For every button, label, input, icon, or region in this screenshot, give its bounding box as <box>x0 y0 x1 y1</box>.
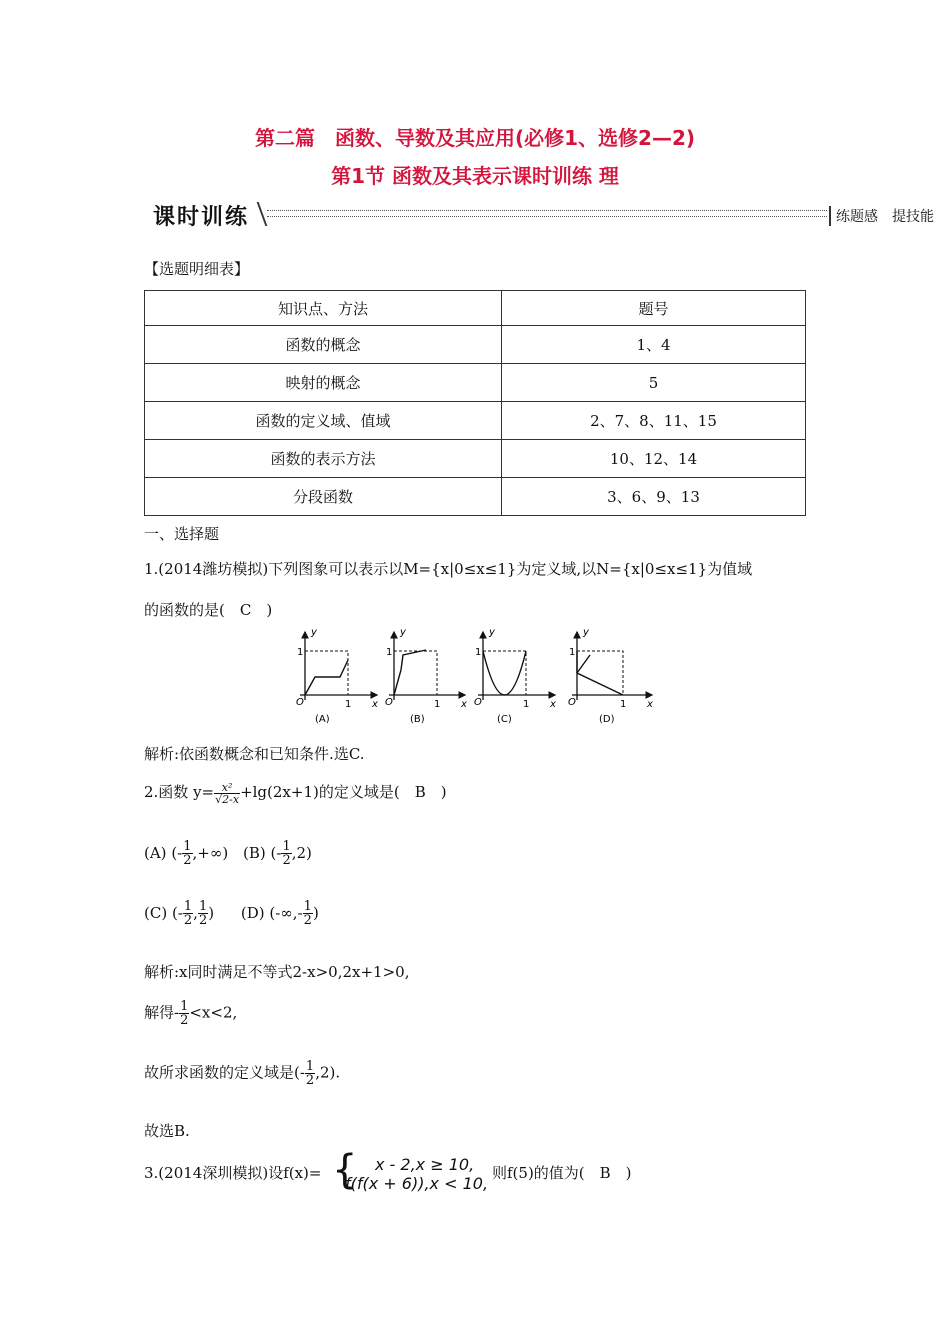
frac-den: 2 <box>198 913 208 928</box>
q2-fraction <box>214 782 240 805</box>
graph-c-origin: O <box>474 697 482 708</box>
section-title: 第1节 函数及其表示课时训练 理 <box>331 164 619 188</box>
table-cell-topic: 分段函数 <box>145 478 502 516</box>
question-detail-table <box>144 290 806 516</box>
q2-solution-line4: 故选B. <box>144 1122 190 1140</box>
chapter-title: 第二篇 函数、导数及其应用(必修1、选修2—2) <box>254 126 696 150</box>
q2-option-a-post: ,+∞) <box>192 843 229 862</box>
q2-options-row1 <box>144 840 312 867</box>
table-cell-topic: 映射的概念 <box>145 364 502 402</box>
graph-b-y-label: y <box>400 627 406 638</box>
section-heading: 一、选择题 <box>144 525 220 543</box>
graph-a-one-y: 1 <box>297 647 304 658</box>
q2-frac-den: √2-x <box>215 792 240 806</box>
table-cell-numbers: 5 <box>502 364 806 402</box>
graph-d-one-x: 1 <box>620 699 627 710</box>
frac-den: 2 <box>282 853 291 868</box>
table-header-numbers: 题号 <box>502 291 806 326</box>
frac-num: 1 <box>282 839 291 854</box>
table-cell-numbers: 10、12、14 <box>502 440 806 478</box>
table-cell-numbers: 2、7、8、11、15 <box>502 402 806 440</box>
q2-option-c-post: ) <box>208 903 215 922</box>
table-row <box>145 440 806 478</box>
graph-a-y-label: y <box>311 627 317 638</box>
graph-b-x-label: x <box>461 699 467 710</box>
q2-option-d-post: ) <box>312 903 319 922</box>
q3-case2: f(f(x + 6)),x < 10, <box>345 1174 489 1193</box>
frac-den: 2 <box>183 853 192 868</box>
q2-option-d <box>240 899 319 928</box>
q2-solution-line2 <box>144 1000 237 1027</box>
q2-option-c-label: (C) <box>144 903 168 922</box>
graph-a-origin: O <box>296 697 304 708</box>
q2-sol3-frac <box>305 1060 315 1087</box>
graph-c-y-label: y <box>489 627 495 638</box>
table-cell-topic: 函数的表示方法 <box>145 440 502 478</box>
graph-d-x-label: x <box>647 699 653 710</box>
table-cell-numbers: 3、6、9、13 <box>502 478 806 516</box>
banner-dotted-rule <box>267 210 827 217</box>
graph-b <box>385 627 467 725</box>
graph-a <box>296 627 378 725</box>
q2-option-b <box>243 839 312 868</box>
q2-option-c-frac2 <box>198 900 208 927</box>
graph-b-label: (B) <box>410 714 425 725</box>
graph-c-x-label: x <box>550 699 556 710</box>
graph-d-y-label: y <box>583 627 589 638</box>
graph-a-label: (A) <box>315 714 330 725</box>
frac-num: 1 <box>183 899 193 914</box>
banner-tag-1: 练题感 <box>836 209 878 225</box>
q2-sol2-post: <x<2, <box>189 1003 238 1022</box>
q2-option-c-pre: (- <box>171 903 183 922</box>
q2-option-a-label: (A) <box>144 843 167 862</box>
table-row <box>145 478 806 516</box>
q2-option-a-pre: (- <box>171 843 183 862</box>
table-cell-topic: 函数的概念 <box>145 326 502 364</box>
frac-den: 2 <box>305 1073 315 1088</box>
banner-tag-2: 提技能 <box>892 209 934 225</box>
table-row <box>145 402 806 440</box>
q2-option-c-mid: , <box>193 903 198 922</box>
frac-num: 1 <box>303 899 312 914</box>
q2-option-b-label: (B) <box>243 843 266 862</box>
graph-c-one-x: 1 <box>523 699 530 710</box>
q2-sol3-pre: 故所求函数的定义域是(- <box>144 1063 305 1082</box>
q2-options-row2 <box>144 900 319 927</box>
banner-tagline <box>829 206 934 226</box>
graph-c-one-y: 1 <box>475 647 482 658</box>
graph-b-one-y: 1 <box>386 647 393 658</box>
q2-suffix: +lg(2x+1)的定义域是( B ) <box>240 783 447 801</box>
table-row <box>145 326 806 364</box>
graph-b-origin: O <box>385 697 393 708</box>
table-row <box>145 364 806 402</box>
q2-option-b-frac <box>281 840 291 867</box>
q3-case1: x - 2,x ≥ 10, <box>375 1155 475 1174</box>
frac-den: 2 <box>183 913 193 928</box>
graph-d-one-y: 1 <box>569 647 576 658</box>
q2-option-a-frac <box>182 840 192 867</box>
frac-den: 2 <box>303 913 312 928</box>
q1-stem-line2: 的函数的是( C ) <box>144 601 273 619</box>
q3-prefix: 3.(2014深圳模拟)设f(x)= <box>144 1164 322 1182</box>
q2-sol2-pre: 解得- <box>144 1003 180 1022</box>
frac-num: 1 <box>305 1059 315 1074</box>
q2-frac-num: x² <box>214 782 240 794</box>
frac-num: 1 <box>180 999 189 1014</box>
q3-suffix: 则f(5)的值为( B ) <box>492 1164 632 1182</box>
q1-stem-line1: 1.(2014潍坊模拟)下列图象可以表示以M={x|0≤x≤1}为定义域,以N={x|0≤x≤1}为值域 <box>144 560 753 578</box>
graph-a-one-x: 1 <box>345 699 352 710</box>
q2-option-d-pre: (-∞,- <box>269 903 303 922</box>
q2-solution-line3 <box>144 1060 340 1087</box>
graph-d-label: (D) <box>599 714 615 725</box>
banner-title: 课时训练 <box>153 205 250 230</box>
frac-num: 1 <box>183 839 192 854</box>
table-caption: 【选题明细表】 <box>144 260 250 278</box>
q2-option-a <box>144 839 229 868</box>
q2-sol3-post: ,2). <box>315 1063 341 1082</box>
frac-num: 1 <box>198 899 208 914</box>
q2-sol2-frac <box>179 1000 189 1027</box>
q2-stem <box>144 781 447 805</box>
q2-option-d-frac <box>303 900 313 927</box>
q2-option-c <box>144 899 215 928</box>
q3-brace: { <box>332 1147 358 1193</box>
table-cell-numbers: 1、4 <box>502 326 806 364</box>
graph-d <box>568 627 653 725</box>
q1-solution: 解析:依函数概念和已知条件.选C. <box>144 745 365 763</box>
q2-option-b-post: ,2) <box>291 843 312 862</box>
table-cell-topic: 函数的定义域、值域 <box>145 402 502 440</box>
q2-solution-line1: 解析:x同时满足不等式2-x>0,2x+1>0, <box>144 963 410 981</box>
q2-option-c-frac1 <box>183 900 193 927</box>
graph-c <box>474 627 556 725</box>
q2-option-d-label: (D) <box>240 903 265 922</box>
graph-a-x-label: x <box>372 699 378 710</box>
graph-d-origin: O <box>568 697 576 708</box>
graph-c-label: (C) <box>497 714 512 725</box>
q2-option-b-pre: (- <box>270 843 282 862</box>
q2-prefix: 2.函数 y= <box>144 783 215 801</box>
q1-graph-options <box>285 625 665 730</box>
graph-b-one-x: 1 <box>434 699 441 710</box>
frac-den: 2 <box>180 1013 189 1028</box>
table-header-row <box>145 291 806 326</box>
table-header-topic: 知识点、方法 <box>145 291 502 326</box>
exercise-banner <box>145 198 950 232</box>
